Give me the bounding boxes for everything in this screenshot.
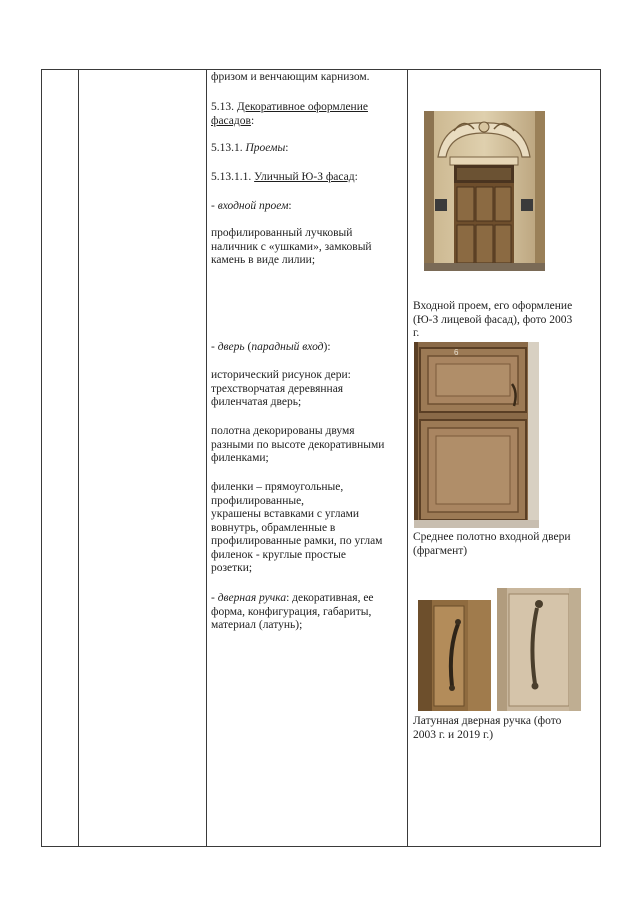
caption-line: г.	[413, 327, 420, 339]
desc-line: украшены вставками с углами	[211, 508, 360, 520]
table-bottom-border	[41, 846, 601, 847]
section-5-13-heading	[211, 101, 401, 128]
section-number: 5.13.1.1.	[211, 171, 252, 183]
entrance-photo-caption	[413, 300, 593, 341]
door-history	[211, 369, 351, 410]
table-top-border	[41, 69, 601, 70]
caption-line: Латунная дверная ручка (фото	[413, 715, 562, 727]
section-title-cont: фасадов	[211, 114, 251, 127]
desc-line: полотна декорированы двумя	[211, 425, 355, 437]
frieze-line: фризом и венчающим карнизом.	[211, 71, 370, 83]
caption-line: Входной проем, его оформление	[413, 300, 573, 312]
desc-line: материал (латунь);	[211, 619, 303, 631]
desc-line: профилированные,	[211, 494, 305, 507]
desc-line: наличник с «ушками», замковый	[211, 240, 372, 253]
desc-line: филенки – прямоугольные,	[211, 481, 344, 493]
desc-line: вовнутрь, обрамленные в	[211, 521, 336, 534]
entry-opening-desc	[211, 227, 372, 268]
section-title: Декоративное оформление	[236, 101, 368, 113]
desc-line: филенчатая дверь;	[211, 396, 302, 408]
desc-line: трехстворчатая деревянная	[211, 382, 344, 395]
door-label	[211, 341, 331, 355]
table-col-divider-1	[78, 69, 79, 847]
label-text: - дверь	[211, 341, 245, 353]
caption-line: 2003 г. и 2019 г.)	[413, 728, 494, 741]
door-handle	[211, 592, 374, 633]
handle-photo-2019	[497, 588, 581, 711]
entrance-photo	[424, 111, 545, 271]
label-rest: : декоративная, ее	[286, 592, 374, 604]
table-left-border	[41, 69, 42, 847]
desc-line: разными по высоте декоративными	[211, 438, 385, 451]
desc-line: форма, конфигурация, габариты,	[211, 605, 372, 618]
section-title: Уличный Ю-З фасад	[254, 171, 355, 183]
handle-photo-2003	[418, 600, 491, 711]
desc-line: профилированный лучковый	[211, 227, 353, 239]
section-5-13-1-heading	[211, 142, 288, 156]
label-colon: :	[288, 200, 292, 212]
section-colon: :	[285, 142, 289, 154]
desc-line: камень в виде лилии;	[211, 254, 316, 266]
caption-line: Среднее полотно входной двери	[413, 531, 571, 543]
door-leaf-photo	[414, 342, 539, 528]
caption-line: (фрагмент)	[413, 544, 468, 557]
label-text: - входной проем	[211, 200, 289, 212]
table-right-border	[600, 69, 601, 847]
section-number: 5.13.1.	[211, 142, 243, 154]
door-plate-number: 6	[454, 348, 459, 357]
desc-line: филенками;	[211, 452, 269, 464]
section-5-13-1-1-heading	[211, 171, 358, 185]
door-panels	[211, 425, 384, 466]
desc-line: розетки;	[211, 562, 253, 574]
paren-close: ):	[323, 341, 331, 353]
desc-line: профилированные рамки, по углам	[211, 535, 383, 547]
door-fillets	[211, 481, 382, 576]
section-title: Проемы	[245, 142, 286, 154]
table-col-divider-2	[206, 69, 207, 847]
section-colon: :	[250, 114, 255, 127]
entry-opening-label	[211, 200, 292, 214]
section-number: 5.13.	[211, 101, 234, 113]
desc-line: исторический рисунок дери:	[211, 369, 351, 381]
caption-line: (Ю-З лицевой фасад), фото 2003	[413, 313, 573, 326]
handle-photo-caption	[413, 715, 593, 742]
handle-first-line	[211, 592, 374, 606]
label-sub: парадный вход	[251, 341, 324, 353]
section-colon: :	[354, 171, 358, 183]
desc-line: филенок - круглые простые	[211, 548, 346, 561]
label-text: - дверная ручка	[211, 592, 287, 604]
door-leaf-caption	[413, 531, 593, 558]
table-col-divider-3	[407, 69, 408, 847]
paren-open: (	[247, 341, 252, 353]
